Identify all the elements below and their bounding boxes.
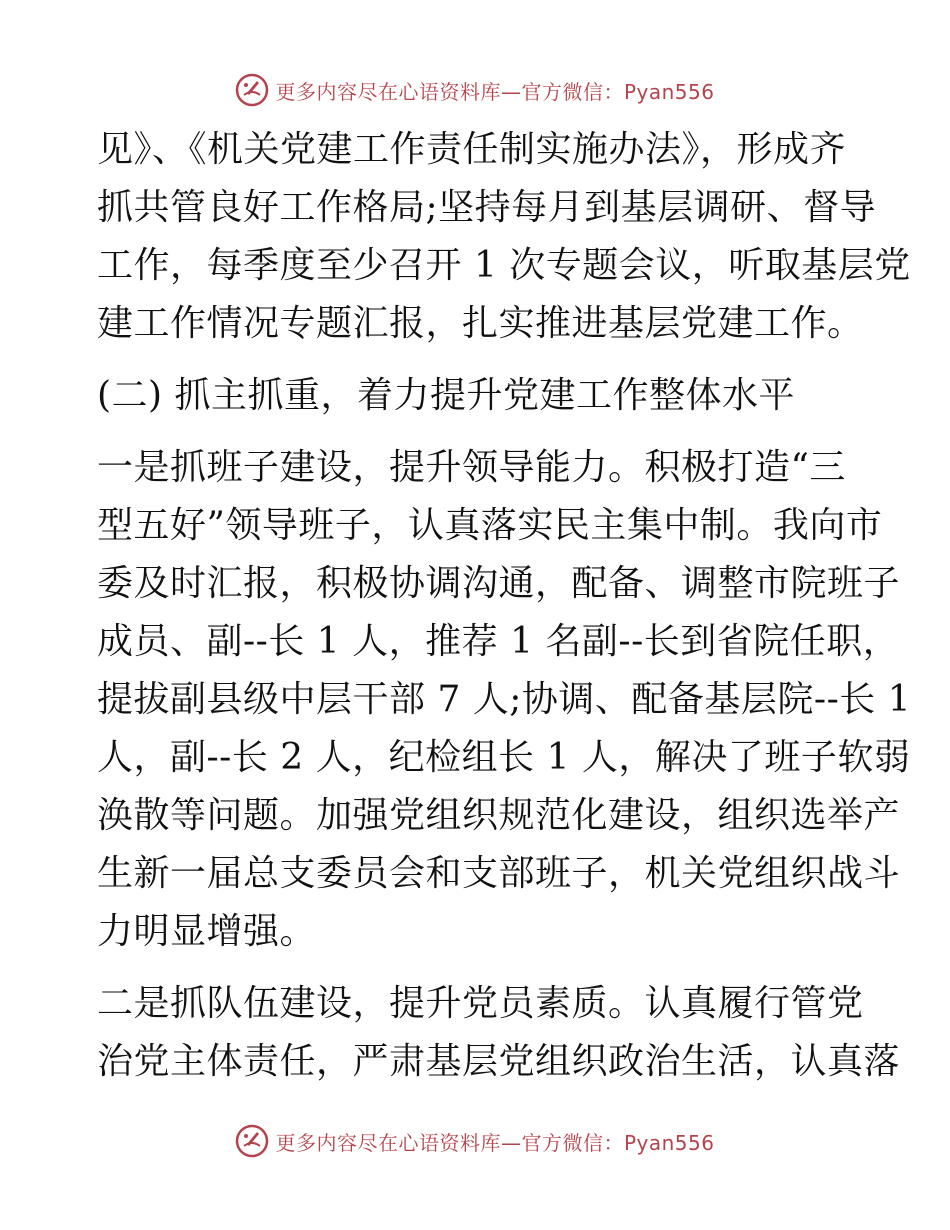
text-line: 成员、副--长 1 人，推荐 1 名副--长到省院任职， — [97, 621, 900, 662]
text-line: 建工作情况专题汇报，扎实推进基层党建工作。 — [97, 303, 864, 344]
text-line: 工作，每季度至少召开 1 次专题会议，听取基层党 — [97, 245, 911, 286]
text-line: 委及时汇报，积极协调沟通，配备、调整市院班子 — [97, 563, 901, 604]
text-line: 生新一届总支委员会和支部班子，机关党组织战斗 — [97, 853, 901, 894]
text-line: 治党主体责任，严肃基层党组织政治生活，认真落 — [97, 1041, 901, 1082]
text-line: 提拔副县级中层干部 7 人;协调、配备基层院--长 1 — [97, 679, 912, 720]
section-heading: (二) 抓主抓重，着力提升党建工作整体水平 — [97, 375, 796, 416]
watermark-text: 更多内容尽在心语资料库—官方微信：Pyan556 — [275, 1130, 715, 1155]
text-line: 一是抓班子建设，提升领导能力。积极打造“三 — [97, 447, 846, 488]
text-line: 力明显增强。 — [97, 911, 317, 952]
watermark-text: 更多内容尽在心语资料库—官方微信：Pyan556 — [275, 79, 715, 104]
text-line: 人，副--长 2 人，纪检组长 1 人，解决了班子软弱 — [97, 737, 911, 778]
book-quill-logo — [235, 73, 269, 107]
text-line: 抓共管良好工作格局;坚持每月到基层调研、督导 — [97, 187, 877, 228]
text-line: 见》、《机关党建工作责任制实施办法》，形成齐 — [97, 129, 847, 170]
footer-watermark — [0, 1119, 950, 1163]
text-line: 二是抓队伍建设，提升党员素质。认真履行管党 — [97, 983, 864, 1024]
header-watermark — [0, 68, 950, 112]
text-line: 型五好”领导班子，认真落实民主集中制。我向市 — [97, 505, 883, 546]
book-quill-logo — [235, 1124, 269, 1158]
text-line: 涣散等问题。加强党组织规范化建设，组织选举产 — [97, 795, 901, 836]
